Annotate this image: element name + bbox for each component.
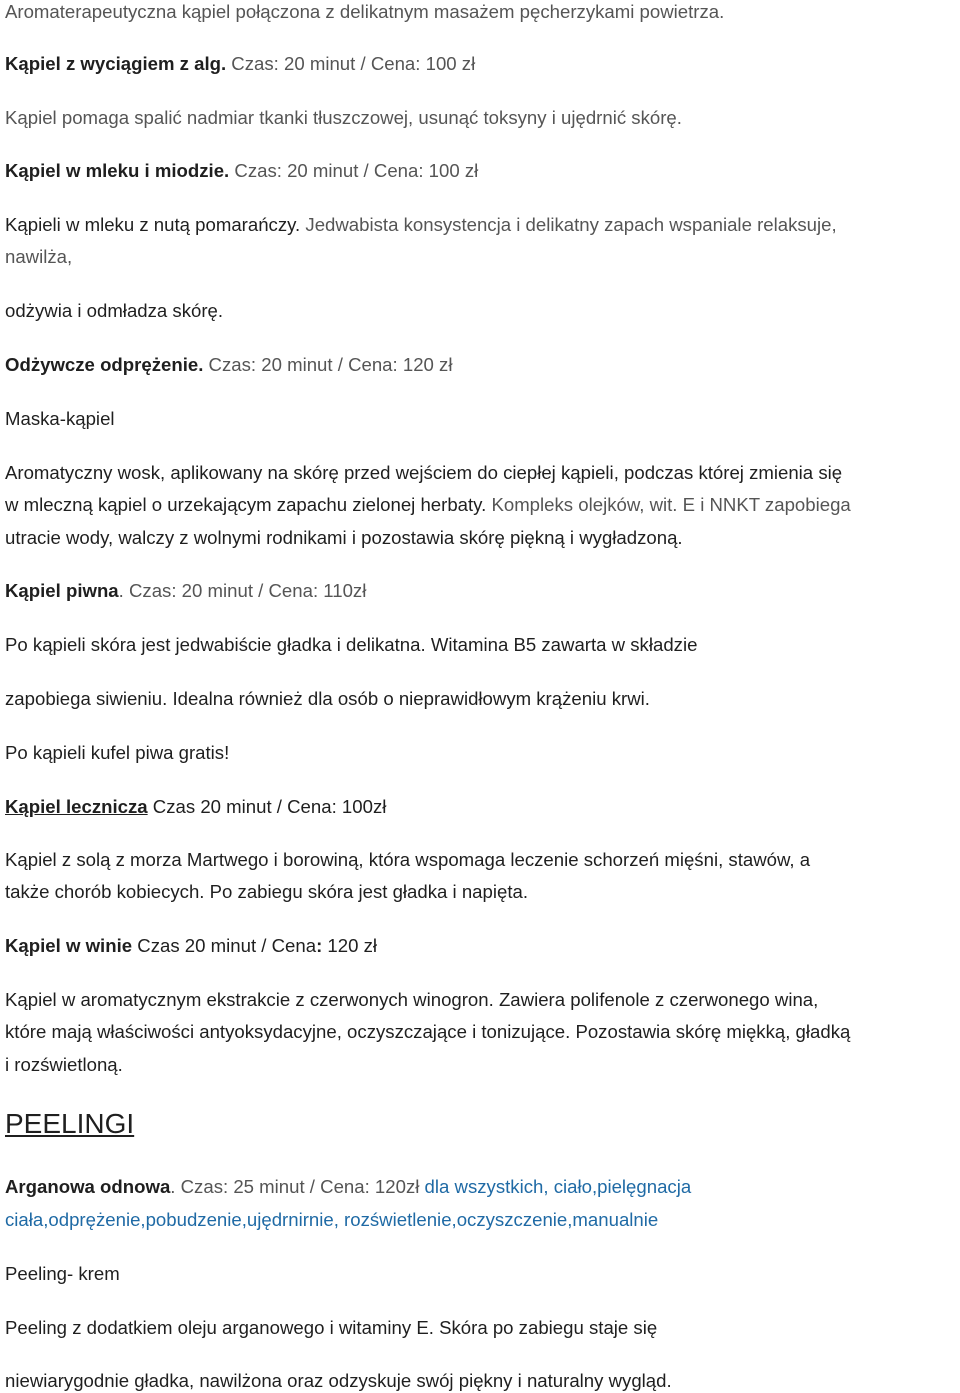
- text-line: Kąpiel pomaga spalić nadmiar tkanki tłuszczowej, usunąć toksyny i ujędrnić skórę.: [5, 107, 682, 128]
- service-title: Kąpiel w mleku i miodzie.: [5, 160, 230, 181]
- service-title: Kąpiel piwna: [5, 580, 119, 601]
- text-line: w mleczną kąpiel o urzekającym zapachu zielonej herbaty. Kompleks olejków, wit. E i NNKT zapobiega: [5, 494, 851, 515]
- text-line: Aromaterapeutyczna kąpiel połączona z delikatnym masażem pęcherzykami powietrza.: [5, 1, 725, 22]
- text-line: także chorób kobiecych. Po zabiegu skóra jest gładka i napięta.: [5, 881, 529, 902]
- text-line: nawilża,: [5, 246, 73, 267]
- service-title: Kąpiel lecznicza: [5, 796, 148, 817]
- service-tags: ciała,odprężenie,pobudzenie,ujędrnirnie, rozświetlenie,oczyszczenie,manualnie: [5, 1209, 659, 1230]
- service-meta: Czas 20 minut / Cena: [132, 935, 317, 956]
- text-line: które mają właściwości antyoksydacyjne, oczyszczające i tonizujące. Pozostawia skórę miękką, gładką: [5, 1021, 851, 1042]
- text-line: utracie wody, walczy z wolnymi rodnikami i pozostawia skórę piękną i wygładzoną.: [5, 527, 683, 548]
- service-meta: Czas: 20 minut / Cena: 120 zł: [203, 354, 453, 375]
- text-line: Peeling- krem: [5, 1263, 120, 1284]
- service-header: [5, 579, 366, 603]
- service-meta: Czas: 20 minut / Cena: 100 zł: [229, 160, 479, 181]
- section-heading: PEELINGI: [5, 1108, 135, 1139]
- text-line: odżywia i odmładza skórę.: [5, 300, 224, 321]
- service-header: [5, 52, 475, 76]
- service-header: [5, 159, 478, 183]
- service-header: [5, 795, 386, 819]
- service-header: [5, 1175, 691, 1199]
- text-line: niewiarygodnie gładka, nawilżona oraz odzyskuje swój piękny i naturalny wygląd.: [5, 1370, 672, 1391]
- service-header: Kąpiel w winie Czas 20 minut / Cena: 120 zł: [5, 935, 378, 956]
- text-line: Po kąpieli kufel piwa gratis!: [5, 742, 230, 763]
- service-meta: Czas 20 minut / Cena: 100zł: [147, 796, 387, 817]
- service-meta: . Czas: 25 minut / Cena: 120zł: [170, 1176, 420, 1197]
- text-line: Peeling z dodatkiem oleju arganowego i witaminy E. Skóra po zabiegu staje się: [5, 1317, 658, 1338]
- service-meta: . Czas: 20 minut / Cena: 110zł: [118, 580, 367, 601]
- text-line: Aromatyczny wosk, aplikowany na skórę przed wejściem do ciepłej kąpieli, podczas której zmienia się: [5, 462, 843, 483]
- service-header: [5, 353, 452, 377]
- service-meta: Czas: 20 minut / Cena: 100 zł: [226, 53, 476, 74]
- service-title: Kąpiel w winie: [5, 935, 133, 956]
- text-line: Kąpieli w mleku z nutą pomarańczy. Jedwabista konsystencja i delikatny zapach wspaniale relaksuje,: [5, 214, 837, 235]
- service-tags: dla wszystkich, ciało,pielęgnacja: [419, 1176, 692, 1197]
- text-line: Po kąpieli skóra jest jedwabiście gładka i delikatna. Witamina B5 zawarta w składzie: [5, 634, 698, 655]
- text-line: Maska-kąpiel: [5, 408, 115, 429]
- text-line: zapobiega siwieniu. Idealna również dla osób o nieprawidłowym krążeniu krwi.: [5, 688, 650, 709]
- service-title: Odżywcze odprężenie.: [5, 354, 204, 375]
- service-title: Arganowa odnowa: [5, 1176, 171, 1197]
- text-line: Kąpiel w aromatycznym ekstrakcie z czerwonych winogron. Zawiera polifenole z czerwonego wina,: [5, 989, 819, 1010]
- service-title: Kąpiel z wyciągiem z alg.: [5, 53, 227, 74]
- text-line: i rozświetloną.: [5, 1054, 123, 1075]
- text-line: Kąpiel z solą z morza Martwego i borowiną, która wspomaga leczenie schorzeń mięśni, stawów, a: [5, 849, 811, 870]
